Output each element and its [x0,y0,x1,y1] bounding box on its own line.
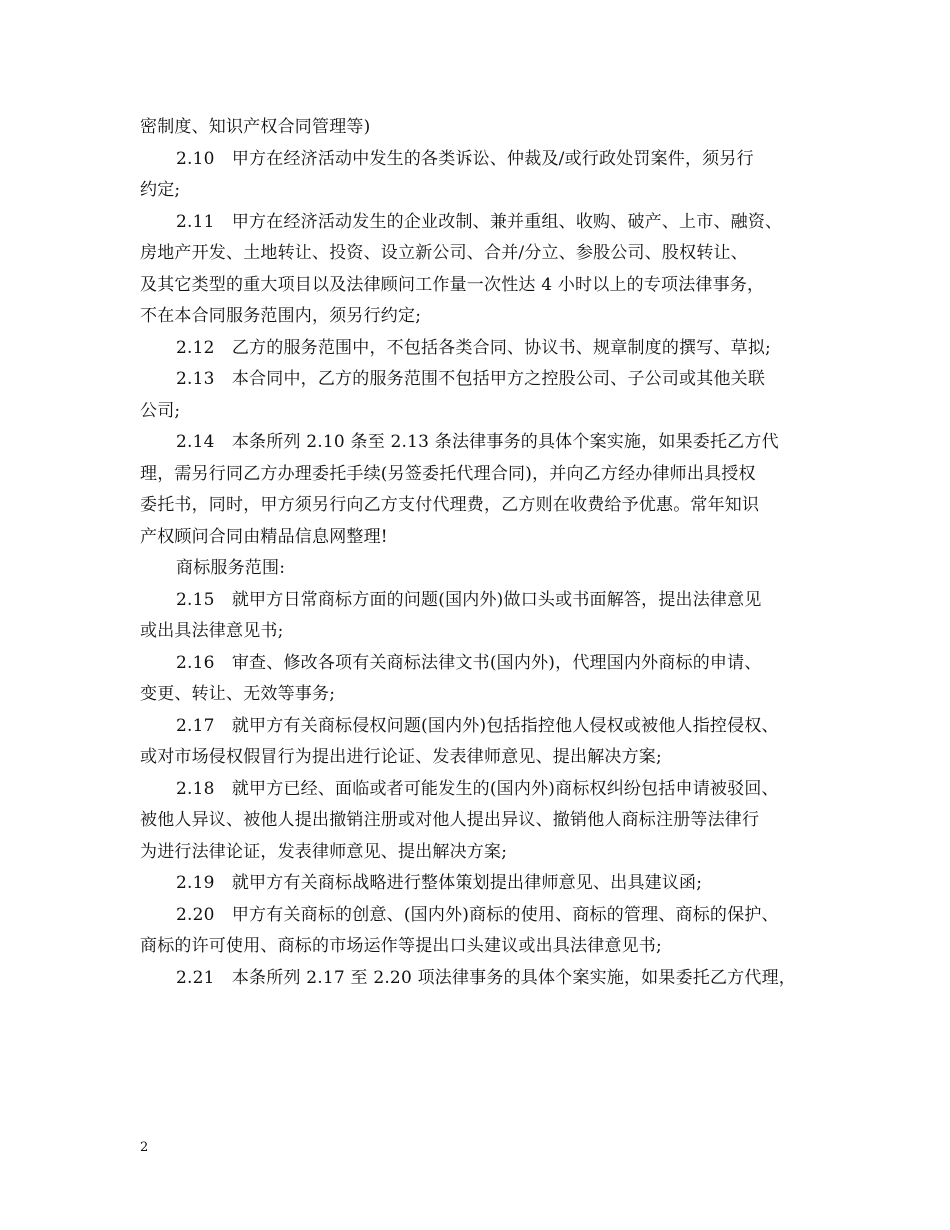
text-line: 2.19 就甲方有关商标战略进行整体策划提出律师意见、出具建议函; [176,873,703,893]
text-line: 商标服务范围: [176,558,286,578]
text-line: 2.13 本合同中，乙方的服务范围不包括甲方之控股公司、子公司或其他关联 [176,369,766,389]
text-line: 或对市场侵权假冒行为提出进行论证、发表律师意见、提出解决方案; [140,747,662,767]
text-line: 密制度、知识产权合同管理等) [140,117,371,137]
text-line: 产权顾问合同由精品信息网整理! [140,526,388,547]
page-number: 2 [140,1140,149,1155]
text-line: 2.21 本条所列 2.17 至 2.20 项法律事务的具体个案实施，如果委托乙方代理， [176,967,796,988]
text-line: 及其它类型的重大项目以及法律顾问工作量一次性达 4 小时以上的专项法律事务， [140,274,765,295]
text-line: 公司; [140,400,181,421]
text-line: 被他人异议、被他人提出撤销注册或对他人提出异议、撤销他人商标注册等法律行 [140,810,760,830]
text-line: 2.12 乙方的服务范围中，不包括各类合同、协议书、规章制度的撰写、草拟; [176,337,771,358]
text-line: 变更、转让、无效等事务; [140,684,336,704]
text-line: 商标的许可使用、商标的市场运作等提出口头建议或出具法律意见书; [140,936,662,956]
text-line: 委托书，同时，甲方须另行向乙方支付代理费，乙方则在收费给予优惠。常年知识 [140,495,760,515]
text-line: 2.15 就甲方日常商标方面的问题(国内外)做口头或书面解答，提出法律意见 [176,589,762,610]
text-line: 2.20 甲方有关商标的创意、(国内外)商标的使用、商标的管理、商标的保护、 [176,904,779,925]
text-line: 2.18 就甲方已经、面临或者可能发生的(国内外)商标权纠纷包括申请被驳回、 [176,778,779,799]
text-line: 理，需另行同乙方办理委托手续(另签委托代理合同)，并向乙方经办律师出具授权 [140,463,756,484]
text-line: 2.16 审查、修改各项有关商标法律文书(国内外)，代理国内外商标的申请、 [176,652,762,673]
text-line: 不在本合同服务范围内，须另行约定; [140,306,422,326]
text-line: 房地产开发、土地转让、投资、设立新公司、合并/分立、参股公司、股权转让、 [140,243,748,263]
text-line: 约定; [140,180,181,200]
text-line: 2.11 甲方在经济活动发生的企业改制、兼并重组、收购、破产、上市、融资、 [176,211,783,232]
text-line: 2.17 就甲方有关商标侵权问题(国内外)包括指控他人侵权或被他人指控侵权、 [176,715,779,736]
text-line: 或出具法律意见书; [140,621,284,641]
document-body [140,112,830,994]
text-line: 为进行法律论证，发表律师意见、提出解决方案; [140,841,508,862]
text-line: 2.10 甲方在经济活动中发生的各类诉讼、仲裁及/或行政处罚案件，须另行 [176,148,754,169]
text-line: 2.14 本条所列 2.10 条至 2.13 条法律事务的具体个案实施，如果委托乙方代 [176,432,779,452]
